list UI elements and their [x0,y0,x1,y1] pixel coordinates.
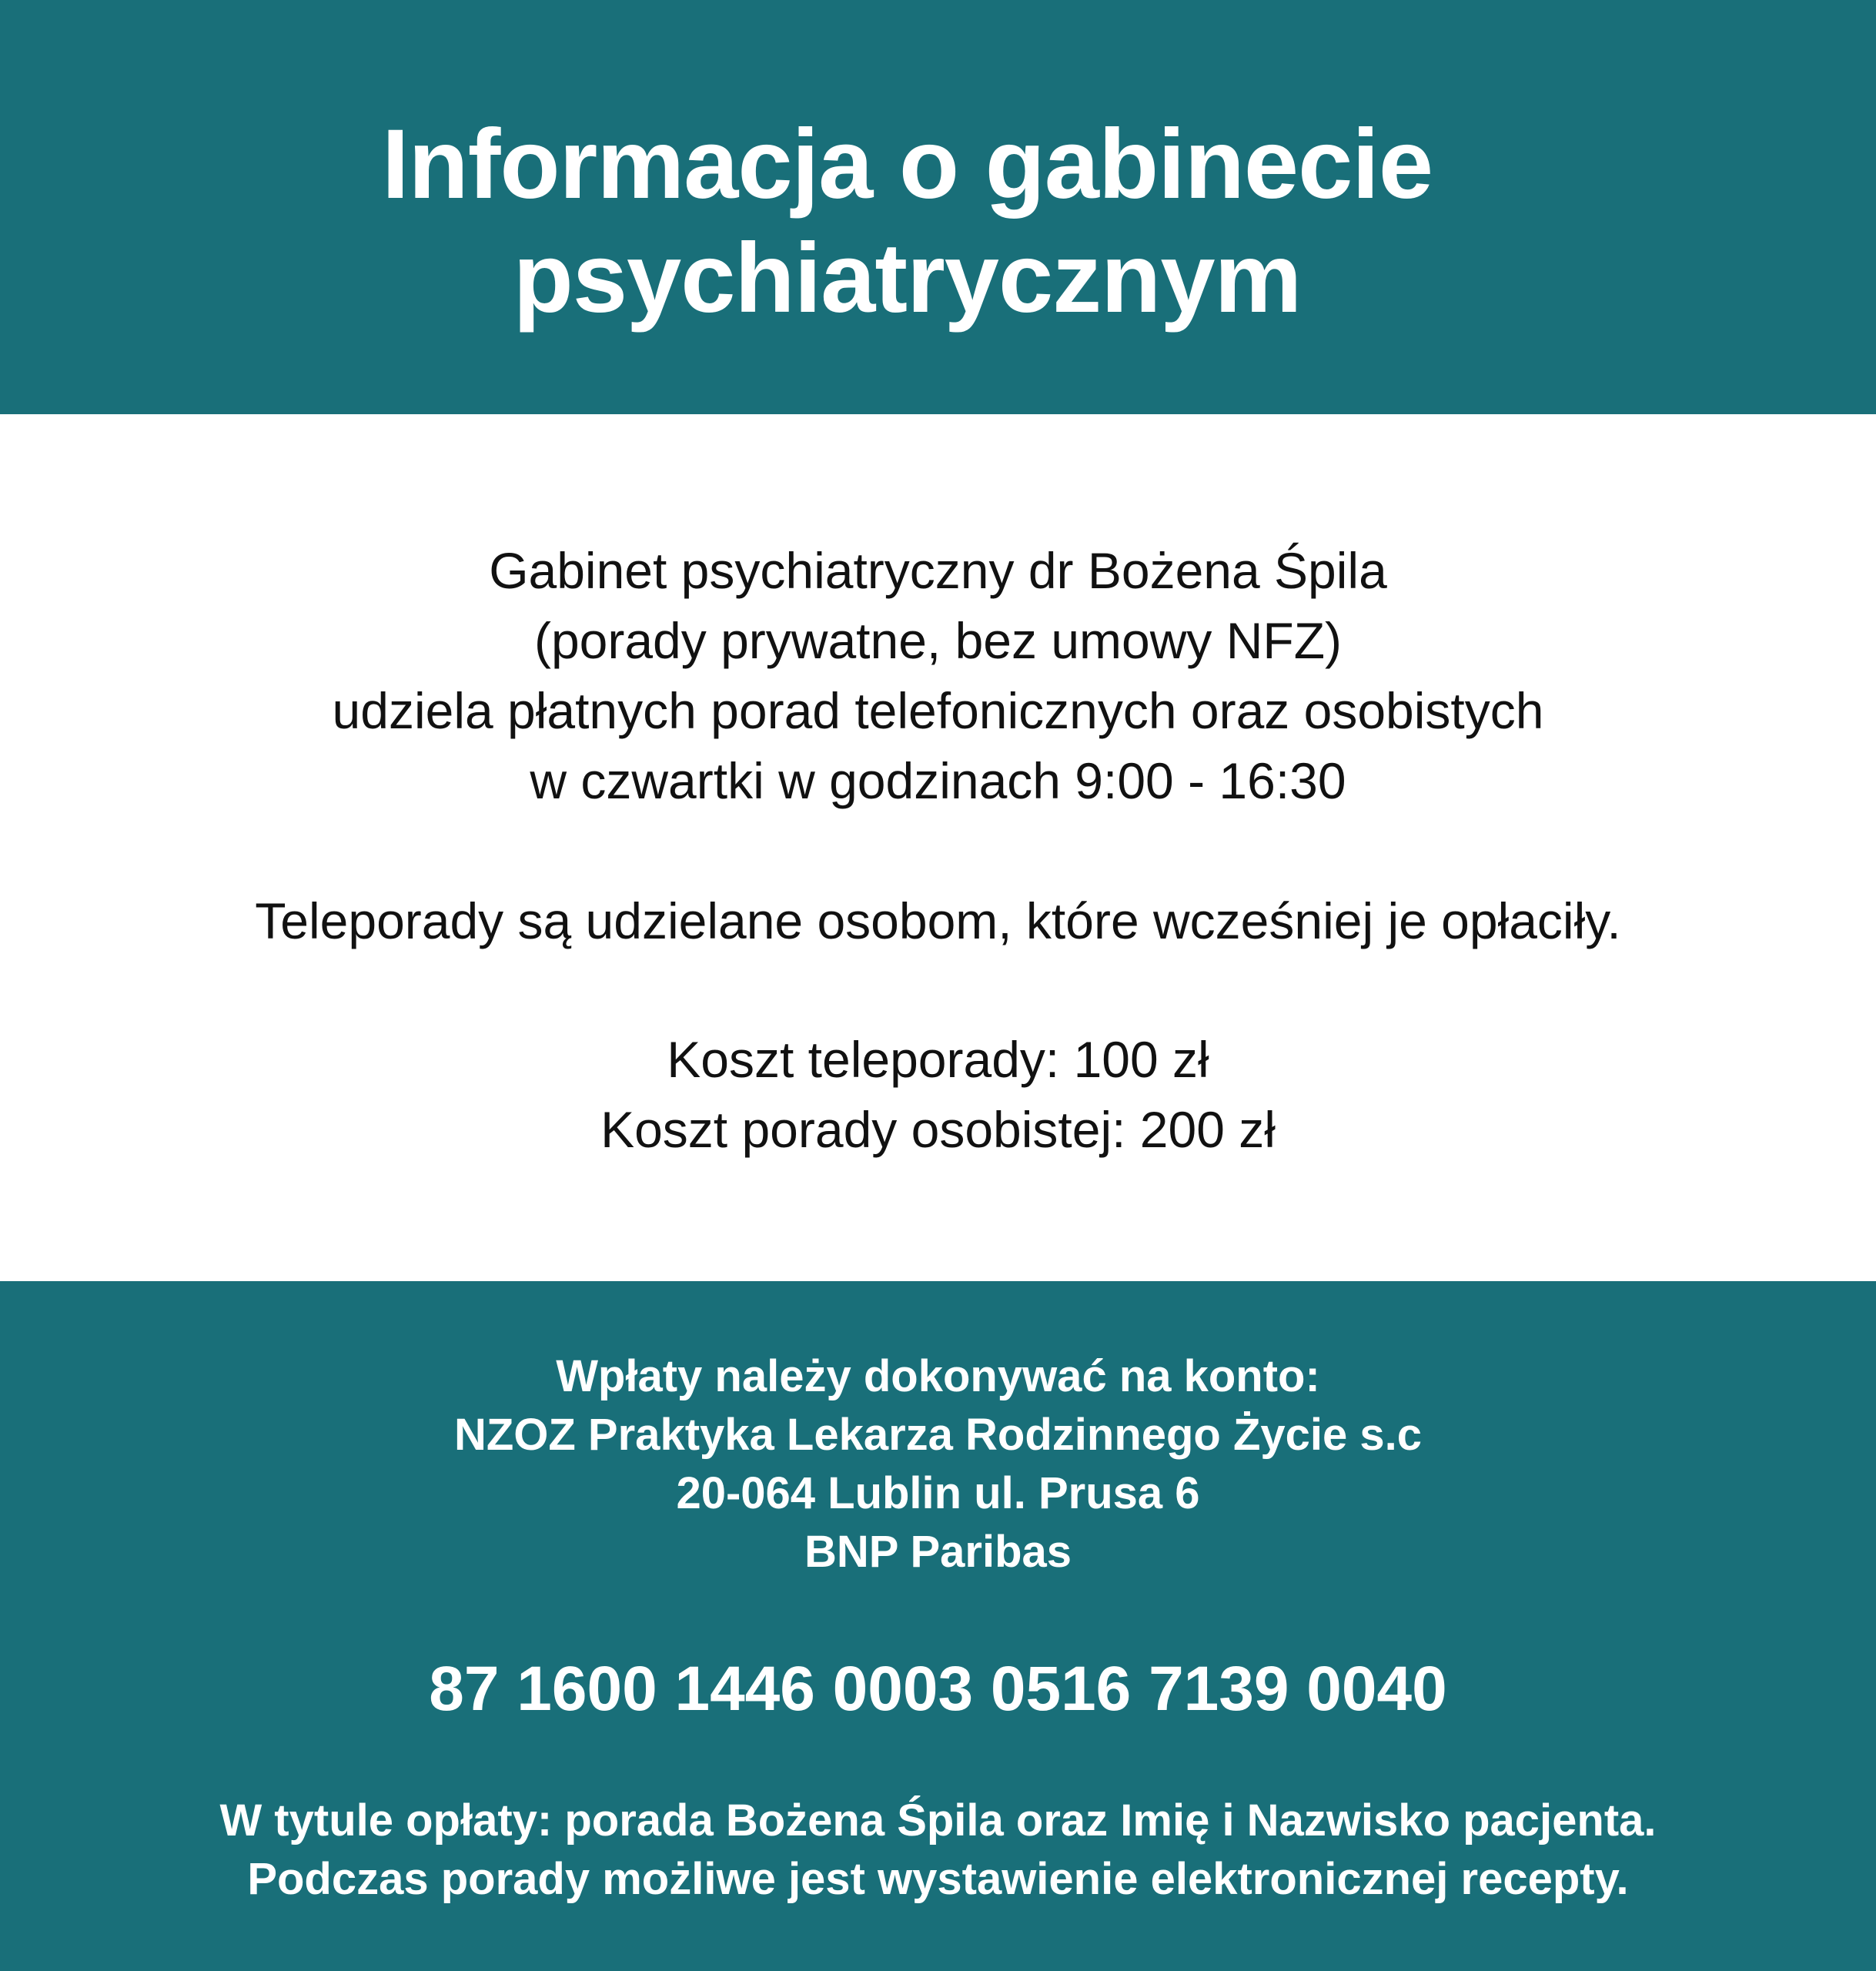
clinic-name: Gabinet psychiatryczny dr Bożena Śpila [489,542,1387,599]
electronic-prescription-note: Podczas porady możliwe jest wystawienie elektronicznej recepty. [247,1854,1629,1904]
price-list [0,1025,1876,1165]
account-holder: NZOZ Praktyka Lekarza Rodzinnego Życie s.c [453,1410,1423,1460]
title-line-1: Informacja o gabinecie [381,109,1433,219]
payment-instruction: Wpłaty należy dokonywać na konto: [556,1351,1320,1401]
page-title [0,108,1876,336]
header-banner [0,0,1876,414]
consultation-types: udziela płatnych porad telefonicznych oraz osobistych [332,682,1544,739]
telephone-consultation-price: Koszt teleporady: 100 zł [667,1031,1209,1088]
payment-notice: Teleporady są udzielane osobom, które wcześniej je opłaciły. [255,892,1621,949]
opening-hours: w czwartki w godzinach 9:00 - 16:30 [530,752,1346,809]
in-person-consultation-price: Koszt porady osobistej: 200 zł [600,1101,1276,1158]
bank-account-details [0,1347,1876,1581]
account-holder-address: 20-064 Lublin ul. Prusa 6 [676,1468,1200,1518]
transfer-title-instruction: W tytule opłaty: porada Bożena Śpila oraz Imię i Nazwisko pacjenta. [219,1795,1657,1846]
account-number: 87 1600 1446 0003 0516 7139 0040 [429,1654,1447,1724]
clinic-information [0,414,1876,1281]
private-consultation-note: (porady prywatne, bez umowy NFZ) [533,612,1342,669]
bank-name: BNP Paribas [804,1527,1072,1577]
payment-footnote [0,1792,1876,1909]
payment-details [0,1281,1876,1971]
clinic-description [0,536,1876,816]
title-line-2: psychiatrycznym [513,223,1302,333]
